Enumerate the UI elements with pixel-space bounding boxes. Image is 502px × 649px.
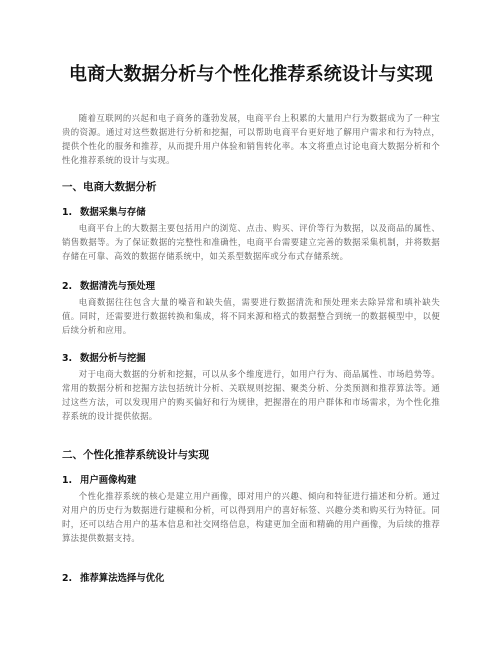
section1-item3-heading [62,352,146,365]
section1-item2-number: 2. [62,281,73,292]
section1-item1-title: 数据采集与存储 [80,207,146,218]
section2-heading: 二、个性化推荐系统设计与实现 [62,449,209,461]
section1-item3-title: 数据分析与挖掘 [80,353,146,364]
section2-item2-title: 推荐算法选择与优化 [80,573,165,584]
section1-item1-number: 1. [62,207,73,218]
section1-item2-paragraph: 电商数据往往包含大量的噪音和缺失值，需要进行数据清洗和预处理来去除异常和填补缺失值。同时，还需要进行数据转换和集成，将不同来源和格式的数据整合到统一的数据模型中，以便后续分析和应用。 [62,297,440,335]
section1-item3-paragraph: 对于电商大数据的分析和挖掘，可以从多个维度进行，如用户行为、商品属性、市场趋势等。常用的数据分析和挖掘方法包括统计分析、关联规则挖掘、聚类分析、分类预测和推荐算法等。通过这些方法，可以发现用户的购买偏好和行为规律，把握潜在的用户群体和市场需求，为个性化推荐系统的设计提供依据。 [62,369,440,421]
section2-item1-heading [62,474,136,487]
section1-item1-heading [62,206,146,219]
intro-paragraph: 随着互联网的兴起和电子商务的蓬勃发展，电商平台上积累的大量用户行为数据成为了一种宝贵的资源。通过对这些数据进行分析和挖掘，可以帮助电商平台更好地了解用户需求和行为特点，提供个性化的服务和推荐，从而提升用户体验和销售转化率。本文将重点讨论电商大数据分析和个性化推荐系统的设计与实现。 [62,113,440,165]
section2-item1-number: 1. [62,475,73,486]
section1-item2-title: 数据清洗与预处理 [80,281,156,292]
section2-item1-paragraph: 个性化推荐系统的核心是建立用户画像，即对用户的兴趣、倾向和特征进行描述和分析。通过对用户的历史行为数据进行建模和分析，可以得到用户的喜好标签、兴趣分类和购买行为特征。同时，还可以结合用户的基本信息和社交网络信息，构建更加全面和精确的用户画像，为后续的推荐算法提供数据支持。 [62,491,440,543]
section1-heading: 一、电商大数据分析 [62,181,157,193]
section2-item2-number: 2. [62,573,73,584]
section2-item1-title: 用户画像构建 [80,475,137,486]
section1-item3-number: 3. [62,353,73,364]
section1-item1-paragraph: 电商平台上的大数据主要包括用户的浏览、点击、购买、评价等行为数据，以及商品的属性、销售数据等。为了保证数据的完整性和准确性，电商平台需要建立完善的数据采集机制，并将数据存储在可靠、高效的数据存储系统中，如关系型数据库或分布式存储系统。 [62,223,440,261]
document-title: 电商大数据分析与个性化推荐系统设计与实现 [69,64,433,85]
section1-item2-heading [62,280,155,293]
section2-item2-heading [62,572,164,585]
